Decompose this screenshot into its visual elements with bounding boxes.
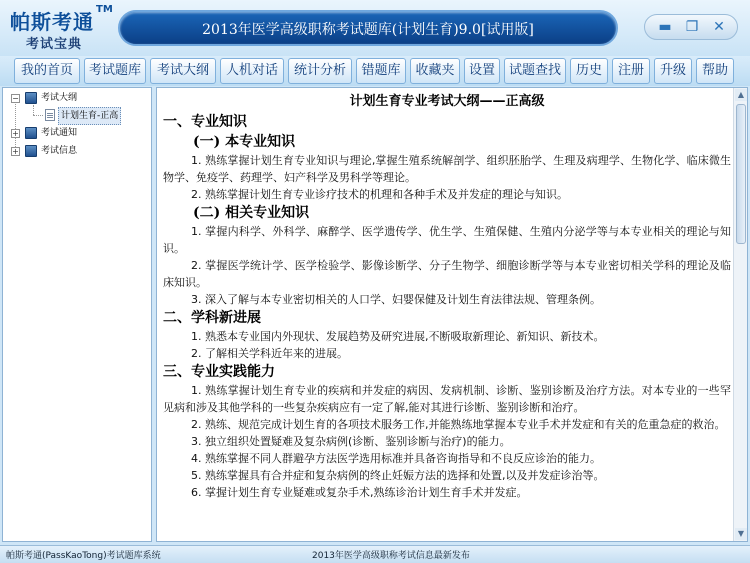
app-header bbox=[0, 0, 750, 56]
tree-node-exam-notice[interactable] bbox=[3, 125, 149, 141]
nav-wrong-questions[interactable]: 错题库 bbox=[356, 58, 406, 84]
subsection-heading: (一) 本专业知识 bbox=[193, 134, 296, 150]
book-icon bbox=[25, 145, 37, 157]
document-title: 计划生育专业考试大纲——正高级 bbox=[349, 94, 545, 109]
paragraph: 2. 掌握医学统计学、医学检验学、影像诊断学、分子生物学、细胞诊断学等与本专业密切相关学科的理论及临床知识。 bbox=[163, 259, 731, 289]
syllabus-document bbox=[163, 92, 731, 501]
tree-node-label: 考试大纲 bbox=[41, 93, 78, 103]
paragraph: 2. 了解相关学科近年来的进展。 bbox=[191, 347, 348, 360]
window-controls bbox=[644, 14, 738, 40]
tree-node-label: 计划生育-正高 bbox=[58, 107, 121, 125]
tree-expand-toggle[interactable]: + bbox=[12, 129, 19, 138]
paragraph: 2. 熟练、规范完成计划生育的各项技术服务工作,并能熟练地掌握本专业手术并发症和有关的危重急症的救治。 bbox=[191, 418, 726, 431]
paragraph: 3. 深入了解与本专业密切相关的人口学、妇婴保健及计划生育法律法规、管理条例。 bbox=[191, 293, 601, 306]
window-title: 2013年医学高级职称考试题库(计划生育)9.0[试用版] bbox=[202, 22, 534, 38]
content-scrollbar[interactable] bbox=[733, 88, 747, 541]
paragraph: 5. 熟练掌握具有合并症和复杂病例的终止妊娠方法的选择和处置,以及并发症诊治等。 bbox=[191, 469, 605, 482]
status-bar bbox=[0, 545, 750, 563]
book-icon bbox=[25, 127, 37, 139]
section-heading: 一、专业知识 bbox=[163, 114, 247, 130]
scroll-down-arrow-icon[interactable]: ▼ bbox=[735, 528, 747, 540]
paragraph: 1. 熟悉本专业国内外现状、发展趋势及研究进展,不断吸取新理论、新知识、新技术。 bbox=[191, 330, 605, 343]
app-logo-subtitle: 考试宝典 bbox=[26, 37, 83, 52]
nav-statistics[interactable]: 统计分析 bbox=[288, 58, 352, 84]
tree-node-exam-info[interactable] bbox=[3, 143, 149, 159]
scroll-up-arrow-icon[interactable]: ▲ bbox=[735, 89, 747, 101]
nav-home[interactable]: 我的首页 bbox=[14, 58, 80, 84]
subsection-heading: (二) 相关专业知识 bbox=[193, 205, 310, 221]
close-button[interactable]: ✕ bbox=[713, 19, 725, 35]
minimize-button[interactable]: ▬ bbox=[658, 19, 672, 35]
document-icon bbox=[45, 109, 55, 121]
tree-node-family-planning-senior[interactable] bbox=[3, 107, 149, 123]
paragraph: 4. 熟练掌握不同人群避孕方法医学选用标准并具备咨询指导和不良反应诊治的能力。 bbox=[191, 452, 601, 465]
nav-human-machine[interactable]: 人机对话 bbox=[220, 58, 284, 84]
title-bar bbox=[118, 10, 618, 46]
syllabus-content bbox=[156, 87, 748, 542]
nav-syllabus[interactable]: 考试大纲 bbox=[150, 58, 216, 84]
nav-favorites[interactable]: 收藏夹 bbox=[410, 58, 460, 84]
nav-settings[interactable]: 设置 bbox=[464, 58, 500, 84]
paragraph: 6. 掌握计划生育专业疑难或复杂手术,熟练诊治计划生育手术并发症。 bbox=[191, 486, 528, 499]
app-logo-title: 帕斯考通 bbox=[10, 10, 94, 34]
section-heading: 二、学科新进展 bbox=[163, 310, 261, 326]
nav-help[interactable]: 帮助 bbox=[696, 58, 734, 84]
tree-expand-toggle[interactable]: + bbox=[12, 147, 19, 156]
nav-question-search[interactable]: 试题查找 bbox=[504, 58, 566, 84]
paragraph: 1. 掌握内科学、外科学、麻醉学、医学遗传学、优生学、生殖保健、生殖内分泌学等与本专业相关的理论与知识。 bbox=[163, 225, 731, 255]
paragraph: 3. 独立组织处置疑难及复杂病例(诊断、鉴别诊断与治疗)的能力。 bbox=[191, 435, 511, 448]
nav-question-bank[interactable]: 考试题库 bbox=[84, 58, 146, 84]
paragraph: 1. 熟练掌握计划生育专业的疾病和并发症的病因、发病机制、诊断、鉴别诊断及治疗方法。对本专业的一些罕见病和涉及其他学科的一些复杂疾病应有一定了解,能对其进行诊断、鉴别诊断和治疗。 bbox=[163, 384, 731, 414]
tree-node-syllabus[interactable] bbox=[3, 90, 149, 106]
section-heading: 三、专业实践能力 bbox=[163, 364, 275, 380]
tree-node-label: 考试通知 bbox=[41, 128, 78, 138]
status-app-name: 帕斯考通(PassKaoTong)考试题库系统 bbox=[6, 551, 161, 561]
tree-node-label: 考试信息 bbox=[41, 146, 78, 156]
nav-history[interactable]: 历史 bbox=[570, 58, 608, 84]
paragraph: 2. 熟练掌握计划生育专业诊疗技术的机理和各种手术及并发症的理论与知识。 bbox=[191, 188, 568, 201]
status-news-link[interactable]: 2013年医学高级职称考试信息最新发布 bbox=[312, 551, 470, 561]
main-nav bbox=[0, 56, 750, 86]
tree-collapse-toggle[interactable]: − bbox=[12, 94, 19, 103]
paragraph: 1. 熟练掌握计划生育专业知识与理论,掌握生殖系统解剖学、组织胚胎学、生理及病理学、生物化学、临床微生物学、免疫学、药理学、妇产科学及男科学等理论。 bbox=[163, 154, 731, 184]
scroll-thumb[interactable] bbox=[736, 104, 746, 244]
nav-upgrade[interactable]: 升级 bbox=[654, 58, 692, 84]
restore-button[interactable]: ❐ bbox=[685, 19, 699, 35]
category-tree bbox=[2, 87, 152, 542]
app-logo-trademark: TM bbox=[96, 4, 113, 15]
nav-register[interactable]: 注册 bbox=[612, 58, 650, 84]
book-icon bbox=[25, 92, 37, 104]
